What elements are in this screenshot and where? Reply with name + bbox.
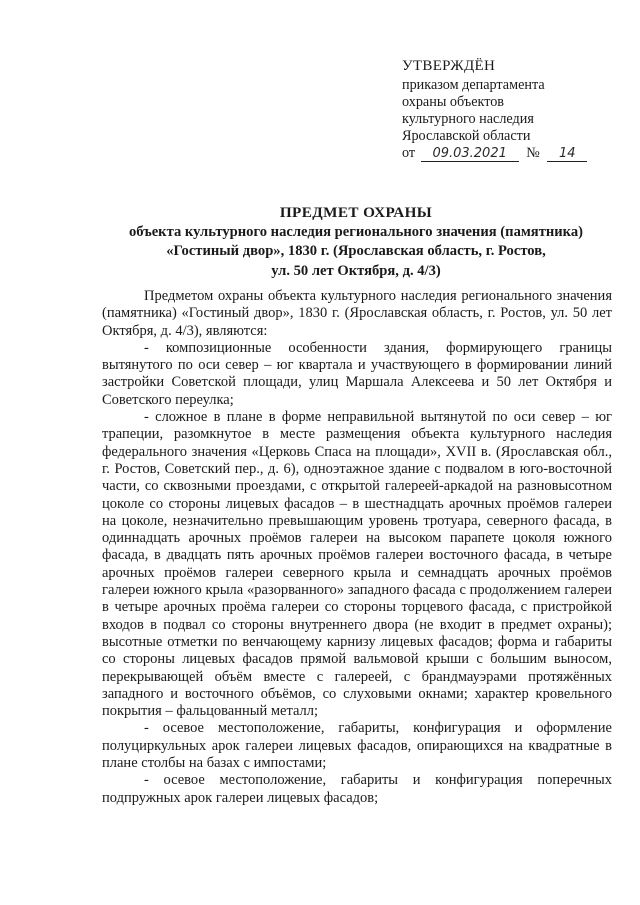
list-item: - осевое местоположение, габариты и конфигурация поперечных подпружных арок галереи лицевых фасадов; [102, 772, 612, 806]
heading-line: «Гостиный двор», 1830 г. (Ярославская область, г. Ростов, [166, 243, 546, 259]
approval-title: УТВЕРЖДЁН [402, 58, 496, 74]
approval-line: охраны объектов [402, 94, 504, 110]
list-item: - композиционные особенности здания, формирующего границы вытянутого по оси север – юг квартала и участвующего в формировании линий застройки Советской площади, улиц Маршала Алексеева и 50 лет Октября и Советского переулка; [102, 339, 612, 408]
list-item: - осевое местоположение, габариты, конфигурация и оформление полуциркульных арок галереи лицевых фасадов, опирающихся на квадратные в плане столбы на базах с импостами; [102, 720, 612, 772]
heading-line: объекта культурного наследия регионального значения (памятника) [128, 223, 584, 240]
date-prefix: от [402, 145, 416, 161]
approval-line: Ярославской области [402, 128, 531, 144]
approval-stamp-block [402, 58, 622, 162]
number-prefix: № [526, 145, 540, 161]
list-item: - сложное в плане в форме неправильной вытянутой по оси север – юг трапеции, разомкнутое в месте размещения объекта культурного наследия федерального значения «Церковь Спаса на площади», XVII в. (Ярославская обл., г. Ростов, Советский пер., д. 6), одноэтажное здание с подвалом в юго-восточной части, со сквозными проездами, с открытой галереей-аркадой на разновысотном цоколе со стороны лицевых фасадов – в шестнадцать арочных проёмов галереи на цоколе, незначительно превышающим уровень тротуара, северного фасада, в одиннадцать арочных проёмов галереи на высоком парапете цоколя южного фасада, в двадцать пять арочных проёмов галереи восточного фасада, в четыре арочных проёмов галереи северного крыла и семнадцать арочных проёмов галереи южного крыла «разорванного» западного фасада с продолжением галереи в четыре арочных проёма галереи со стороны торцевого фасада, с пристройкой входов в подвал со стороны внутреннего двора (не входит в предмет охраны); высотные отметки по венчающему карнизу лицевых фасадов; форма и габариты со стороны лицевых фасадов прямой вальмовой крыши с большим выносом, перекрывающей объём вместе с галереей, с брандмауэрами протяжённых западного и восточного объёмов, со слуховыми окнами; характер кровельного покрытия – фальцованный металл; [102, 409, 612, 720]
document-heading [100, 203, 612, 281]
document-title: ПРЕДМЕТ ОХРАНЫ [279, 204, 433, 221]
approval-line: приказом департамента [402, 77, 545, 93]
approval-date-line [402, 145, 622, 162]
document-body [102, 288, 612, 807]
heading-line: ул. 50 лет Октября, д. 4/3) [271, 262, 441, 279]
intro-paragraph: Предметом охраны объекта культурного наследия регионального значения (памятника) «Гостиный двор», 1830 г. (Ярославская область, г. Ростов, ул. 50 лет Октября, д. 4/3), являются: [102, 288, 612, 339]
approval-line: культурного наследия [402, 111, 534, 127]
handwritten-number: 14 [547, 147, 587, 162]
handwritten-date: 09.03.2021 [421, 147, 519, 162]
